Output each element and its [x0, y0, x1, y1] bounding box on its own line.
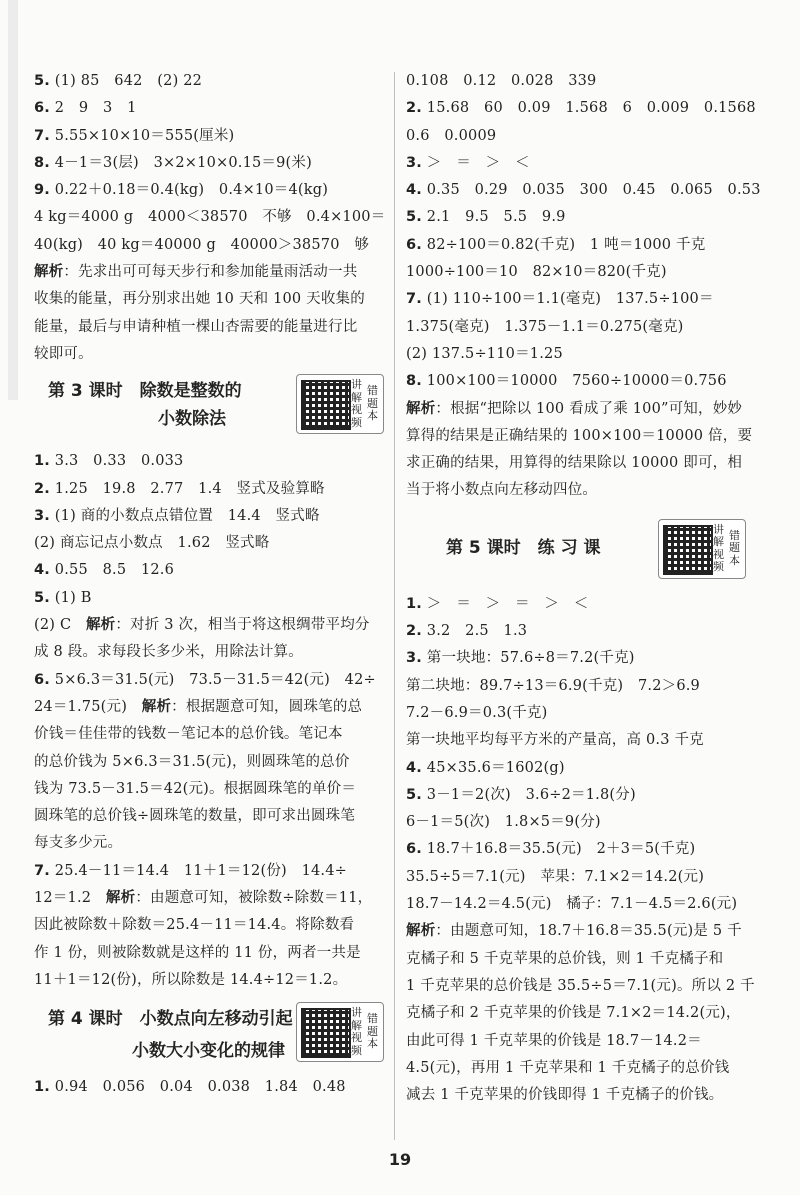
answer-text: 0.6 0.0009 [406, 127, 497, 144]
answer-line [406, 123, 762, 150]
answer-text: 5×6.3＝31.5(元) 73.5－31.5＝42(元) 42÷ [50, 671, 376, 688]
answer-line [406, 946, 762, 973]
item-number: 5. [406, 209, 422, 226]
answer-line [406, 286, 762, 313]
answer-line [406, 673, 762, 700]
item-number: 3. [406, 154, 422, 171]
answer-text: 第一块地：57.6÷8＝7.2(千克) [422, 650, 635, 667]
answer-line [34, 721, 386, 748]
section-header-lesson-3 [34, 368, 386, 448]
answer-line [406, 727, 762, 754]
answer-text: 求正确的结果，用算得的结果除以 10000 即可，相 [406, 455, 743, 472]
answer-line [34, 476, 386, 503]
qr-code-box[interactable] [296, 1002, 384, 1062]
item-number: 6. [34, 100, 50, 117]
answer-text: 45×35.6＝1602(g) [422, 759, 565, 776]
section-title-line2: 小数除法 [158, 409, 226, 430]
answer-text: 2 9 3 1 [50, 100, 137, 117]
answer-line [406, 809, 762, 836]
answer-line [406, 1055, 762, 1082]
answer-text: 15.68 60 0.09 1.568 6 0.009 0.1568 [422, 100, 756, 117]
item-number: 8. [34, 154, 50, 171]
answer-text: (2) 137.5÷110＝1.25 [406, 345, 563, 362]
answer-text: ：先求出可可每天步行和参加能量雨活动一共 [63, 264, 358, 281]
analysis-label: 解析 [105, 890, 136, 907]
answer-text: 第二块地：89.7÷13＝6.9(千克) 7.2＞6.9 [406, 677, 700, 694]
answer-text: (2) C [34, 617, 86, 634]
answer-line [406, 645, 762, 672]
analysis-label: 解析 [406, 923, 436, 940]
answer-text: ：根据“把除以 100 看成了乘 100”可知，妙妙 [435, 400, 743, 417]
answer-text: 作 1 份，则被除数就是这样的 11 份，两者一共是 [34, 944, 361, 961]
answer-text: 的总价钱为 5×6.3＝31.5(元)，则圆珠笔的总价 [34, 753, 350, 770]
answer-text: 能量，最后与申请种植一棵山杏需要的能量进行比 [34, 318, 358, 335]
answer-text: 1000÷100＝10 82×10＝820(千克) [406, 264, 667, 281]
answer-text: (1) 85 642 (2) 22 [50, 73, 203, 89]
analysis-label: 解析 [141, 698, 172, 715]
item-number: 7. [34, 862, 50, 879]
answer-line [406, 782, 762, 809]
answer-text: (1) B [50, 589, 92, 606]
answer-line [406, 1000, 762, 1027]
answer-line [406, 68, 762, 95]
answer-line [34, 639, 386, 666]
answers-block-c [34, 1074, 386, 1101]
answer-text: 25.4－11＝14.4 11＋1＝12(份) 14.4÷ [50, 862, 348, 879]
answer-text: 7.2－6.9＝0.3(千克) [406, 704, 548, 721]
qr-label-video: 讲解视频 [351, 378, 362, 429]
answer-text: 4 kg＝4000 g 4000＜38570 不够 0.4×100＝ [34, 209, 386, 226]
answer-line [406, 95, 762, 122]
qr-code[interactable] [663, 525, 713, 575]
answer-line [34, 530, 386, 557]
answer-text: 1.375(毫克) 1.375－1.1＝0.275(毫克) [406, 318, 684, 335]
answer-line [406, 423, 762, 450]
answer-line [34, 259, 386, 286]
answer-text: ＞ ＝ ＞ ＝ ＞ ＜ [422, 595, 589, 612]
qr-code[interactable] [301, 380, 351, 430]
answer-text: 收集的能量，再分别求出她 10 天和 100 天收集的 [34, 291, 365, 308]
answers-block-a [34, 68, 386, 259]
answer-line [34, 286, 386, 313]
item-number: 8. [406, 373, 422, 390]
answer-text: 3.2 2.5 1.3 [422, 623, 528, 640]
answer-text: (2) 商忘记点小数点 1.62 竖式略 [34, 535, 270, 552]
answer-text: ：根据题意可知，圆珠笔的总 [171, 698, 363, 715]
answer-text: 1 千克苹果的总价钱是 35.5÷5＝7.1(元)。所以 2 千 [406, 977, 755, 994]
answer-text: 4.5(元)，再用 1 千克苹果和 1 千克橘子的总价钱 [406, 1059, 730, 1076]
answer-text: 克橘子和 5 千克苹果的总价钱，则 1 千克橘子和 [406, 950, 724, 967]
item-number: 1. [34, 1079, 50, 1096]
answer-text: ：由题意可知，被除数÷除数＝11， [135, 890, 373, 907]
answer-line [34, 557, 386, 584]
answer-line [34, 885, 386, 912]
answer-text: 12＝1.2 [34, 890, 106, 907]
answer-text: 35.5÷5＝7.1(元) 苹果：7.1×2＝14.2(元) [406, 868, 705, 885]
page-edge-shadow [8, 0, 18, 400]
answers-block-a [406, 68, 762, 505]
answer-line [34, 448, 386, 475]
item-number: 5. [34, 589, 50, 606]
answer-text: 3－1＝2(次) 3.6÷2＝1.8(分) [422, 786, 636, 803]
answer-line [406, 864, 762, 891]
qr-code[interactable] [301, 1008, 351, 1058]
left-column [34, 68, 386, 1102]
answer-text: 每支多少元。 [34, 835, 123, 852]
answer-text: 克橘子和 2 千克苹果的价钱是 7.1×2＝14.2(元)， [406, 1005, 741, 1022]
answer-line [34, 503, 386, 530]
qr-code-box[interactable] [296, 374, 384, 434]
answer-text: ＞ ＝ ＞ ＜ [422, 154, 530, 171]
answer-text: 圆珠笔的总价钱÷圆珠笔的数量，即可求出圆珠笔 [34, 808, 356, 825]
item-number: 1. [406, 595, 422, 612]
item-number: 4. [406, 759, 422, 776]
answers-block-b [34, 448, 386, 994]
qr-label-errors: 错题本 [367, 384, 378, 423]
item-number: 9. [34, 182, 50, 199]
answer-line [34, 967, 386, 994]
qr-label-errors: 错题本 [729, 528, 740, 567]
analysis-label: 解析 [406, 400, 436, 417]
answer-line [34, 123, 386, 150]
answer-text: 100×100＝10000 7560÷10000＝0.756 [422, 373, 727, 390]
qr-label-video: 讲解视频 [713, 522, 724, 574]
answer-line [406, 700, 762, 727]
answer-line [406, 341, 762, 368]
answer-line [406, 618, 762, 645]
answer-text: 钱为 73.5－31.5＝42(元)。根据圆珠笔的单价＝ [34, 780, 357, 797]
item-number: 7. [34, 127, 50, 144]
answers-block-b [406, 591, 762, 1110]
answer-text: 0.22＋0.18＝0.4(kg) 0.4×10＝4(kg) [50, 182, 329, 199]
answer-line [406, 368, 762, 395]
answer-text: 2.1 9.5 5.5 9.9 [422, 209, 566, 226]
answer-text: 4－1＝3(层) 3×2×10×0.15＝9(米) [50, 154, 312, 171]
answer-line [34, 667, 386, 694]
item-number: 7. [406, 291, 422, 308]
answer-text: 40(kg) 40 kg＝40000 g 40000＞38570 够 [34, 236, 370, 253]
qr-label-errors: 错题本 [367, 1012, 378, 1051]
item-number: 5. [406, 786, 422, 803]
answer-line [406, 450, 762, 477]
item-number: 2. [34, 480, 50, 497]
section-header-lesson-5 [406, 505, 762, 591]
page-number: 19 [388, 1150, 412, 1169]
answer-text: (1) 商的小数点点错位置 14.4 竖式略 [50, 507, 320, 524]
answer-line [406, 836, 762, 863]
answer-text: (1) 110÷100＝1.1(毫克) 137.5÷100＝ [422, 291, 714, 308]
answer-text: 5.55×10×10＝555(厘米) [50, 127, 235, 144]
item-number: 2. [406, 100, 422, 117]
item-number: 4. [34, 562, 50, 579]
answer-text: 6－1＝5(次) 1.8×5＝9(分) [406, 814, 601, 831]
item-number: 3. [34, 507, 50, 524]
answer-line [34, 204, 386, 231]
answer-text: 当于将小数点向左移动四位。 [406, 482, 598, 499]
item-number: 6. [34, 671, 50, 688]
answer-line [34, 1074, 386, 1101]
answer-text: ：对折 3 次，相当于将这根绸带平均分 [115, 617, 370, 634]
answer-text: 1.25 19.8 2.77 1.4 竖式及验算略 [50, 480, 325, 497]
answer-text: 因此被除数＋除数＝25.4－11＝14.4。将除数看 [34, 917, 355, 934]
column-divider [394, 72, 395, 1140]
answer-line [34, 912, 386, 939]
answer-text: 18.7－14.2＝4.5(元) 橘子：7.1－4.5＝2.6(元) [406, 896, 738, 913]
answer-line [406, 396, 762, 423]
item-number: 6. [406, 236, 422, 253]
answer-line [406, 755, 762, 782]
answer-line [34, 749, 386, 776]
item-number: 5. [34, 73, 50, 89]
analysis-block-a [34, 259, 386, 368]
answer-line [406, 204, 762, 231]
answer-text: 由此可得 1 千克苹果的价钱是 18.7－14.2＝ [406, 1032, 702, 1049]
qr-code-box[interactable] [658, 519, 746, 579]
answer-line [34, 803, 386, 830]
answer-line [406, 918, 762, 945]
answer-text: 成 8 段。求每段长多少米，用除法计算。 [34, 644, 303, 661]
answer-line [406, 314, 762, 341]
item-number: 6. [406, 841, 422, 858]
answer-line [406, 1082, 762, 1109]
answer-text: 0.35 0.29 0.035 300 0.45 0.065 0.53 [422, 182, 761, 199]
answer-text: 82÷100＝0.82(千克) 1 吨＝1000 千克 [422, 236, 706, 253]
section-title-line1: 第 4 课时 小数点向左移动引起 [48, 1009, 293, 1030]
section-title: 第 5 课时 练 习 课 [446, 537, 601, 558]
answer-line [34, 341, 386, 368]
answer-line [34, 940, 386, 967]
answer-text: 第一块地平均每平方米的产量高，高 0.3 千克 [406, 732, 704, 749]
answer-text: 0.94 0.056 0.04 0.038 1.84 0.48 [50, 1079, 346, 1096]
answer-text: 18.7＋16.8＝35.5(元) 2＋3＝5(千克) [422, 841, 696, 858]
analysis-label: 解析 [34, 264, 64, 281]
answer-text: ：由题意可知，18.7＋16.8＝35.5(元)是 5 千 [435, 923, 742, 940]
section-header-lesson-4 [34, 994, 386, 1074]
answer-line [406, 477, 762, 504]
answer-text: 11＋1＝12(份)，所以除数是 14.4÷12＝1.2。 [34, 971, 348, 988]
answer-line [406, 973, 762, 1000]
analysis-label: 解析 [85, 617, 116, 634]
answer-line [34, 830, 386, 857]
answer-text: 价钱＝佳佳带的钱数－笔记本的总价钱。笔记本 [34, 726, 343, 743]
answer-line [34, 177, 386, 204]
item-number: 3. [406, 650, 422, 667]
answer-line [34, 68, 386, 95]
answer-line [34, 95, 386, 122]
answer-line [406, 259, 762, 286]
section-title-line1: 第 3 课时 除数是整数的 [48, 381, 242, 402]
answer-text: 较即可。 [34, 345, 93, 362]
answer-line [34, 314, 386, 341]
section-title-line2: 小数大小变化的规律 [132, 1041, 285, 1062]
item-number: 2. [406, 623, 422, 640]
answer-text: 减去 1 千克苹果的价钱即得 1 千克橘子的价钱。 [406, 1087, 724, 1104]
answer-text: 24＝1.75(元) [34, 698, 142, 715]
answer-line [34, 858, 386, 885]
answer-line [406, 177, 762, 204]
answer-text: 3.3 0.33 0.033 [50, 453, 184, 470]
answer-text: 0.108 0.12 0.028 339 [406, 73, 597, 89]
answer-line [34, 612, 386, 639]
answer-line [34, 585, 386, 612]
answer-line [34, 694, 386, 721]
item-number: 4. [406, 182, 422, 199]
answer-line [406, 891, 762, 918]
answer-line [34, 232, 386, 259]
answer-text: 算得的结果是正确结果的 100×100＝10000 倍，要 [406, 427, 753, 444]
answer-line [406, 150, 762, 177]
qr-label-video: 讲解视频 [351, 1006, 362, 1057]
answer-line [406, 591, 762, 618]
answer-text: 0.55 8.5 12.6 [50, 562, 175, 579]
answer-line [406, 232, 762, 259]
item-number: 1. [34, 453, 50, 470]
answer-line [34, 776, 386, 803]
right-column [406, 68, 762, 1109]
answer-line [34, 150, 386, 177]
answer-line [406, 1028, 762, 1055]
